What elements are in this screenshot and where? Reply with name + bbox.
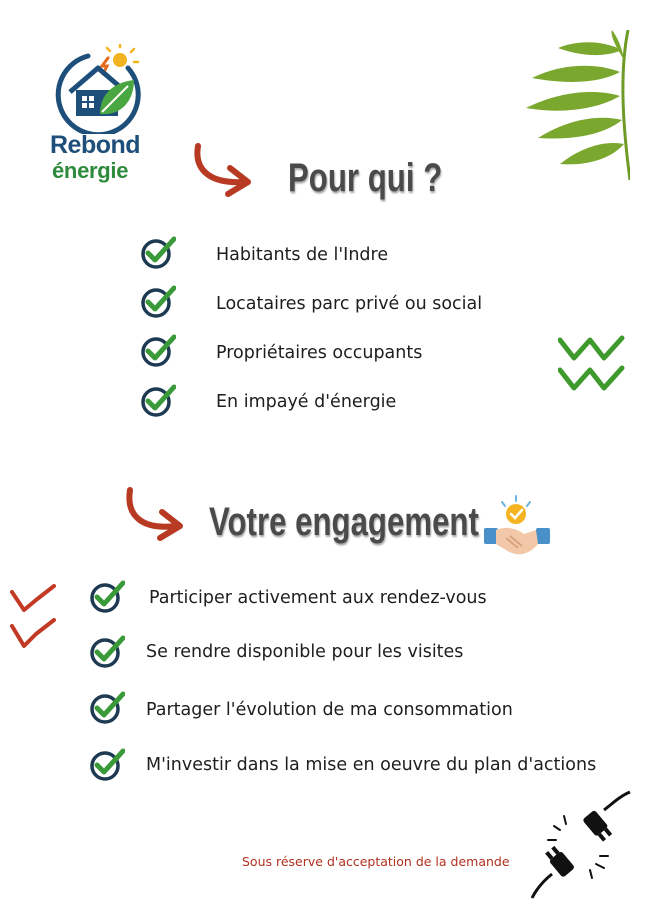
arrow-curve-icon [192,142,258,198]
check-circle-icon [140,334,176,368]
leaves-icon [518,30,630,180]
list-item: Habitants de l'Indre [216,245,389,265]
zigzag-icon [558,334,632,396]
section2-title: Votre engagement [209,500,479,544]
zigzag-icon [10,584,58,654]
list-item: Propriétaires occupants [216,343,423,363]
plug-icon [530,790,634,900]
handshake-icon [482,494,552,564]
list-item: M'investir dans la mise en oeuvre du plan d'actions [146,755,597,775]
list-item: Se rendre disponible pour les visites [146,642,464,662]
list-item: En impayé d'énergie [216,392,397,412]
list-item: Partager l'évolution de ma consommation [146,700,513,720]
check-circle-icon [140,236,176,270]
section1-title: Pour qui ? [288,156,443,200]
list-item: Participer activement aux rendez-vous [149,588,487,608]
check-circle-icon [89,635,125,669]
check-circle-icon [89,748,125,782]
arrow-curve-icon [124,486,190,544]
check-circle-icon [140,285,176,319]
check-circle-icon [89,691,125,725]
check-circle-icon [89,580,125,614]
logo-line1: Rebond [50,131,141,159]
list-item: Locataires parc privé ou social [216,294,483,314]
logo-line2: énergie [52,158,129,183]
check-circle-icon [140,384,176,418]
footer-note: Sous réserve d'acceptation de la demande [242,854,510,869]
